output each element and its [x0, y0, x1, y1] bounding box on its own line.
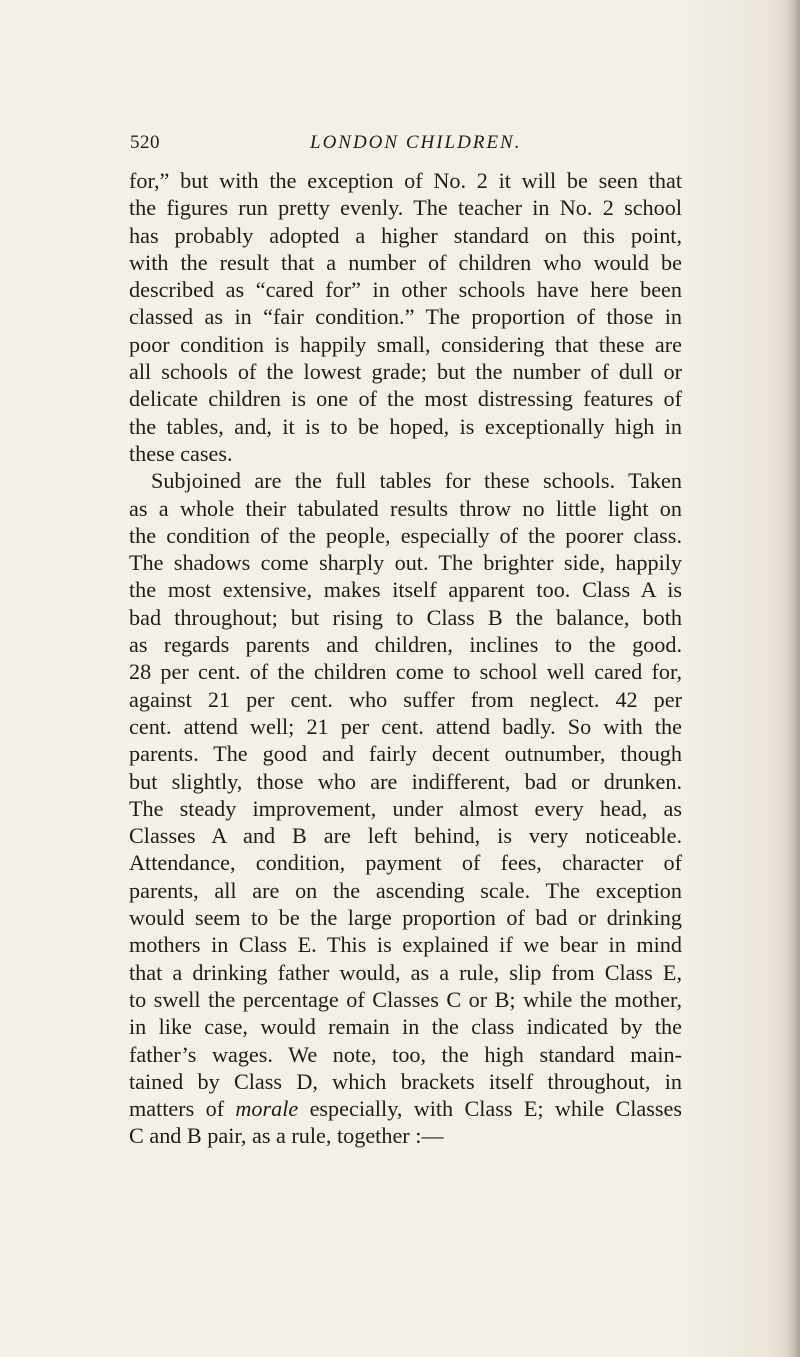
text-line: father’s wages. We note, too, the high standard main-	[129, 1041, 682, 1067]
text-line: as regards parents and children, inclines to the good.	[129, 632, 682, 658]
running-head: LONDON CHILDREN.	[310, 132, 522, 153]
text-line: Attendance, condition, payment of fees, character of	[129, 850, 682, 876]
text-line: all schools of the lowest grade; but the number of dull or	[129, 359, 682, 385]
text-line: classed as in “fair condition.” The proportion of those in	[129, 304, 682, 330]
text-segment: matters of	[129, 1096, 225, 1122]
text-line: would seem to be the large proportion of bad or drinking	[129, 905, 682, 931]
text-line: bad throughout; but rising to Class B the balance, both	[129, 604, 682, 630]
body-text	[129, 167, 682, 1150]
text-line: The shadows come sharply out. The brighter side, happily	[129, 550, 682, 576]
text-line: delicate children is one of the most distressing features of	[129, 386, 682, 412]
text-line: cent. attend well; 21 per cent. attend badly. So with the	[129, 713, 682, 739]
text-line: as a whole their tabulated results throw no little light on	[129, 495, 682, 521]
text-line: C and B pair, as a rule, together :—	[129, 1123, 444, 1149]
italic-word-morale: morale	[235, 1096, 299, 1122]
text-line: the tables, and, it is to be hoped, is exceptionally high in	[129, 413, 682, 439]
text-line: parents, all are on the ascending scale. The exception	[129, 877, 682, 903]
text-line: tained by Class D, which brackets itself throughout, in	[129, 1068, 682, 1094]
text-line: the most extensive, makes itself apparent too. Class A is	[129, 577, 682, 603]
text-line: has probably adopted a higher standard on this point,	[129, 222, 682, 248]
text-segment: especially, with Class E; while Classes	[309, 1096, 683, 1122]
text-line: mothers in Class E. This is explained if we bear in mind	[129, 932, 682, 958]
text-line: Subjoined are the full tables for these schools. Taken	[151, 468, 682, 494]
text-line: for,” but with the exception of No. 2 it will be seen that	[129, 168, 682, 193]
text-line: but slightly, those who are indifferent, bad or drunken.	[129, 768, 682, 794]
text-line: the condition of the people, especially of the poorer class.	[129, 522, 682, 548]
page-edge-shadow	[786, 0, 800, 1357]
text-line: to swell the percentage of Classes C or B; while the mother,	[129, 986, 682, 1012]
text-line: Classes A and B are left behind, is very noticeable.	[129, 823, 682, 849]
text-line: with the result that a number of children who would be	[129, 249, 682, 275]
text-line: these cases.	[129, 440, 233, 466]
text-line-with-italic	[129, 1095, 682, 1122]
text-line: poor condition is happily small, considering that these are	[129, 331, 682, 357]
text-line: the figures run pretty evenly. The teacher in No. 2 school	[129, 195, 682, 221]
text-line: against 21 per cent. who suffer from neglect. 42 per	[129, 686, 682, 712]
text-line: in like case, would remain in the class indicated by the	[129, 1014, 682, 1040]
text-line: described as “cared for” in other schools have here been	[129, 277, 682, 303]
text-line: that a drinking father would, as a rule, slip from Class E,	[129, 959, 682, 985]
text-line: The steady improvement, under almost every head, as	[129, 795, 682, 821]
page-number: 520	[130, 132, 160, 153]
text-line: parents. The good and fairly decent outnumber, though	[129, 741, 682, 767]
text-line: 28 per cent. of the children come to school well cared for,	[129, 659, 682, 685]
page-header	[130, 132, 680, 162]
